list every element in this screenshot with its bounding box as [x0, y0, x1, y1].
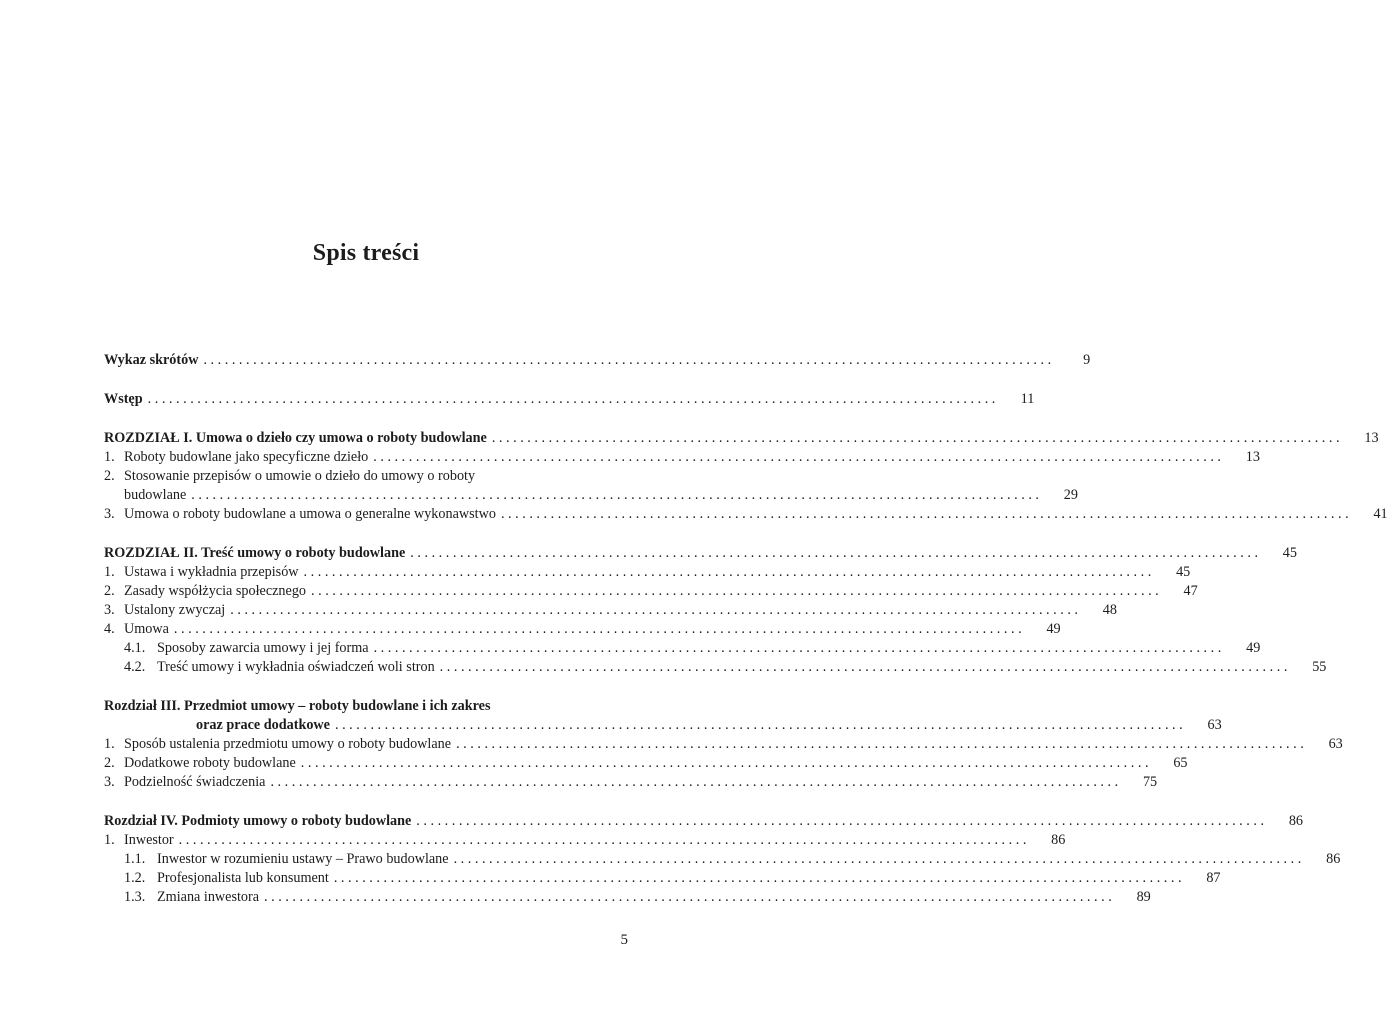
toc-entry-text: Profesjonalista lub konsument	[157, 870, 329, 886]
toc-entry-text: Wstęp	[104, 391, 143, 407]
table-of-contents	[104, 351, 1388, 907]
leader-dots	[335, 716, 1183, 735]
leader-dots	[373, 448, 1221, 467]
leader-dots	[440, 658, 1288, 677]
leader-dots	[374, 639, 1222, 658]
toc-entry	[104, 754, 1188, 773]
toc-entry	[104, 582, 1198, 601]
toc-entry-continuation	[104, 486, 1078, 505]
leader-dots	[454, 850, 1302, 869]
toc-entry-page: 41	[1373, 506, 1388, 522]
leader-dots	[174, 620, 1022, 639]
toc-entry-page: 49	[1246, 640, 1261, 656]
toc-entry-number: 1.2.	[124, 870, 146, 886]
toc-entry-text: Stosowanie przepisów o umowie o dzieło do umowy o roboty	[124, 468, 476, 484]
toc-entry-text: Rozdział III. Przedmiot umowy – roboty budowlane i ich zakres	[104, 698, 491, 714]
toc-entry-page: 86	[1326, 851, 1341, 867]
toc-entry-text: Roboty budowlane jako specyficzne dzieło	[124, 449, 369, 465]
toc-entry-text: Ustawa i wykładnia przepisów	[124, 564, 299, 580]
leader-dots	[230, 601, 1078, 620]
toc-entry-page: 55	[1312, 659, 1327, 675]
toc-entry-number: 1.	[104, 736, 115, 752]
toc-entry-text: ROZDZIAŁ I. Umowa o dzieło czy umowa o roboty budowlane	[104, 430, 487, 446]
toc-chapter	[104, 544, 1297, 563]
leader-dots	[264, 888, 1112, 907]
toc-entry-text: ROZDZIAŁ II. Treść umowy o roboty budowlane	[104, 545, 406, 561]
toc-entry-page: 63	[1207, 717, 1222, 733]
toc-entry-page: 13	[1245, 449, 1260, 465]
toc-entry-page: 45	[1176, 564, 1191, 580]
toc-entry-page: 86	[1288, 813, 1303, 829]
toc-entry-text: Treść umowy i wykładnia oświadczeń woli stron	[157, 659, 435, 675]
toc-entry-number: 1.1.	[124, 851, 146, 867]
toc-entry-number: 4.1.	[124, 640, 146, 656]
toc-entry-text: Sposoby zawarcia umowy i jej forma	[157, 640, 369, 656]
toc-entry-page: 11	[1020, 391, 1035, 407]
toc-entry-number: 2.	[104, 468, 115, 484]
toc-entry-number: 1.	[104, 449, 115, 465]
toc-entry-text: Inwestor	[124, 832, 174, 848]
toc-subentry	[104, 639, 1261, 658]
toc-entry-text: Umowa o roboty budowlane a umowa o generalne wykonawstwo	[124, 506, 496, 522]
toc-entry	[104, 735, 1343, 754]
leader-dots	[270, 773, 1118, 792]
toc-entry	[104, 601, 1117, 620]
toc-entry-page: 9	[1083, 352, 1091, 368]
toc-subentry	[104, 850, 1341, 869]
toc-subentry	[104, 869, 1221, 888]
toc-entry-page: 65	[1173, 755, 1188, 771]
toc-entry-page: 13	[1364, 430, 1379, 446]
toc-entry-text: Wykaz skrótów	[104, 352, 199, 368]
toc-entry-page: 75	[1142, 774, 1158, 790]
toc-entry-number: 3.	[104, 506, 115, 522]
toc-entry	[104, 351, 1091, 370]
toc-entry-text: Sposób ustalenia przedmiotu umowy o roboty budowlane	[124, 736, 452, 752]
toc-chapter	[104, 429, 1379, 448]
toc-entry-page: 89	[1136, 889, 1151, 905]
toc-entry	[104, 620, 1061, 639]
toc-entry	[104, 773, 1158, 792]
leader-dots	[148, 390, 996, 409]
toc-entry	[104, 390, 1035, 409]
toc-entry-number: 3.	[104, 602, 115, 618]
toc-entry-text: Rozdział IV. Podmioty umowy o roboty budowlane	[104, 813, 412, 829]
leader-dots	[492, 429, 1340, 448]
leader-dots	[179, 831, 1027, 850]
toc-entry-text: Dodatkowe roboty budowlane	[124, 755, 296, 771]
leader-dots	[456, 735, 1304, 754]
toc-subentry	[104, 658, 1327, 677]
toc-entry-page: 86	[1051, 832, 1066, 848]
leader-dots	[203, 351, 1051, 370]
toc-entry-page: 63	[1328, 736, 1343, 752]
toc-entry-page: 29	[1063, 487, 1078, 503]
toc-entry	[104, 563, 1191, 582]
toc-entry	[104, 831, 1066, 850]
leader-dots	[301, 754, 1149, 773]
leader-dots	[311, 582, 1159, 601]
toc-chapter	[104, 697, 629, 716]
toc-entry-number: 2.	[104, 583, 115, 599]
toc-entry-text: Zmiana inwestora	[157, 889, 260, 905]
toc-entry	[104, 448, 1260, 467]
toc-entry-text: oraz prace dodatkowe	[196, 717, 330, 733]
leader-dots	[191, 486, 1039, 505]
page-number: 5	[620, 932, 628, 948]
toc-chapter	[104, 812, 1303, 831]
toc-entry-number: 1.3.	[124, 889, 146, 905]
toc-entry-text: Zasady współżycia społecznego	[124, 583, 307, 599]
leader-dots	[501, 505, 1349, 524]
toc-entry-text: Umowa	[124, 621, 169, 637]
page-title: Spis treści	[312, 240, 420, 266]
toc-entry-text: Inwestor w rozumieniu ustawy – Prawo budowlane	[157, 851, 449, 867]
toc-entry-text: Ustalony zwyczaj	[124, 602, 226, 618]
toc-entry-number: 1.	[104, 564, 115, 580]
leader-dots	[416, 812, 1264, 831]
toc-subentry	[104, 888, 1151, 907]
toc-entry	[104, 505, 1388, 524]
toc-entry-page: 47	[1183, 583, 1198, 599]
leader-dots	[334, 869, 1182, 888]
toc-entry-page: 45	[1282, 545, 1297, 561]
toc-entry-number: 4.2.	[124, 659, 146, 675]
toc-entry-page: 49	[1046, 621, 1061, 637]
toc-entry-text: Podzielność świadczenia	[124, 774, 266, 790]
leader-dots	[410, 544, 1258, 563]
toc-entry	[104, 467, 629, 486]
toc-entry-number: 3.	[104, 774, 115, 790]
toc-entry-page: 87	[1206, 870, 1221, 886]
toc-entry-number: 4.	[104, 621, 115, 637]
toc-entry-number: 2.	[104, 755, 115, 771]
toc-entry-page: 48	[1102, 602, 1117, 618]
toc-chapter-continuation	[104, 716, 1222, 735]
leader-dots	[304, 563, 1152, 582]
toc-entry-number: 1.	[104, 832, 115, 848]
toc-entry-text: budowlane	[124, 487, 187, 503]
